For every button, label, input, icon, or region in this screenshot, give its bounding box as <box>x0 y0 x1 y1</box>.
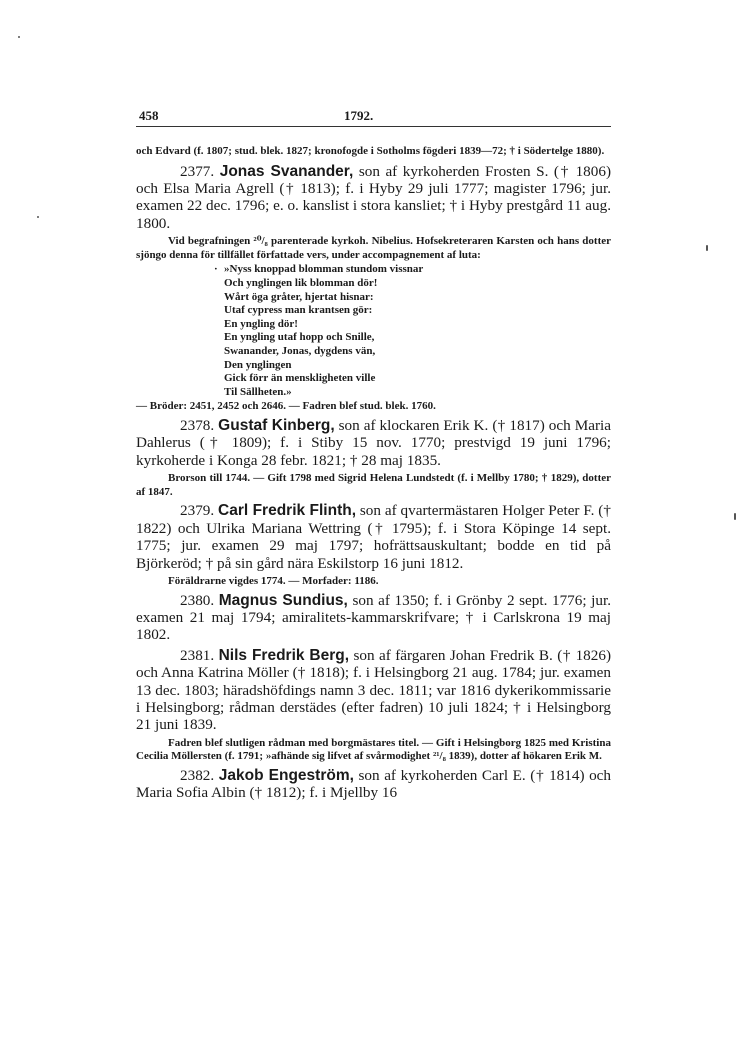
entry-name: Jakob Engeström, <box>218 767 354 784</box>
entry-bio: son af klockaren Erik K. († 1817) och Maria Dahlerus († 1809); f. i Stiby 15 nov. 1770; prestvigd 19 juni 1796; kyrkoherde i Konga 28 febr. 1821; † 28 maj 1835. <box>136 416 611 469</box>
entry-name: Jonas Svanander, <box>219 162 354 180</box>
entry-note: Fadren blef slutligen rådman med borgmästares titel. — Gift i Helsingborg 1825 med Kristina Cecilia Möllersten (f. 1791; »afhände sig lifvet af svårmodighet ²¹/₈ 1839), dotter af hökaren Erik M. <box>136 736 611 763</box>
entry-2382 <box>136 767 611 802</box>
entry-number: 2378. <box>180 416 215 434</box>
poem-line: Den ynglingen <box>224 358 292 371</box>
entry-number: 2380. <box>180 591 215 609</box>
entry-2379 <box>136 502 611 572</box>
entry-bio: son af qvartermästaren Holger Peter F. († 1822) och Ulrika Mariana Wettring († 1795); f. i Stora Köpinge 14 sept. 1775; jur. examen 29 maj 1797; hofrättsauskultant; bodde en tid på Björkeröd; † på sin gård nära Eskilstorp 16 juni 1812. <box>136 502 611 572</box>
scan-speck <box>706 245 708 251</box>
entry-number: 2379. <box>180 502 215 520</box>
entry-number: 2382. <box>180 767 215 784</box>
running-header <box>136 108 611 127</box>
poem-line: Wårt öga gråter, hjertat hisnar: <box>224 290 374 303</box>
intro-continuation: och Edvard (f. 1807; stud. blek. 1827; kronofogde i Sotholms fögderi 1839—72; † i Södertelge 1880). <box>136 145 605 157</box>
scan-speck <box>18 36 20 38</box>
funeral-poem <box>214 263 611 399</box>
book-page <box>136 108 611 802</box>
entry-note: — Bröder: 2451, 2452 och 2646. — Fadren blef stud. blek. 1760. <box>136 400 436 413</box>
entry-2378 <box>136 417 611 469</box>
poem-marker: · <box>214 263 218 276</box>
entry-name: Magnus Sundius, <box>218 591 348 609</box>
page-number: 458 <box>139 108 159 123</box>
poem-line: Och ynglingen lik blomman dör! <box>224 277 378 289</box>
poem-line: Swanander, Jonas, dygdens vän, <box>224 344 376 357</box>
entry-2377 <box>136 163 611 233</box>
entry-number: 2377. <box>180 162 215 180</box>
entry-2380 <box>136 592 611 644</box>
entry-number: 2381. <box>180 646 215 664</box>
entry-name: Nils Fredrik Berg, <box>218 646 350 664</box>
entry-2381 <box>136 647 611 734</box>
entry-bio: son af kyrkoherden Frosten S. († 1806) och Elsa Maria Agrell († 1813); f. i Hyby 29 juli 1777; magister 1796; jur. examen 22 dec. 1796; e. o. kanslist i stora kansliet; † i Hyby prestgård 11 aug. 1800. <box>136 162 612 232</box>
entry-note: Vid begrafningen ²⁰/₈ parenterade kyrkoh. Nibelius. Hofsekreteraren Karsten och hans dotter sjöngo denna för tillfället författade vers, under accompagnement af luta: <box>136 235 611 261</box>
entry-name: Carl Fredrik Flinth, <box>218 502 357 520</box>
poem-line: En yngling dör! <box>224 317 298 330</box>
entry-note: Föräldrarne vigdes 1774. — Morfader: 1186. <box>168 574 379 587</box>
entry-bio: son af kyrkoherden Carl E. († 1814) och Maria Sofia Albin († 1812); f. i Mjellby 16 <box>136 767 612 802</box>
scan-speck <box>37 216 39 218</box>
entry-name: Gustaf Kinberg, <box>218 416 335 434</box>
poem-line: »Nyss knoppad blomman stundom vissnar <box>224 263 424 276</box>
entry-note: Brorson till 1744. — Gift 1798 med Sigrid Helena Lundstedt (f. i Mellby 1780; † 1829), dotter af 1847. <box>136 472 611 498</box>
poem-line: Utaf cypress man krantsen gör: <box>224 304 373 317</box>
poem-line: En yngling utaf hopp och Snille, <box>224 331 375 344</box>
entry-bio: son af 1350; f. i Grönby 2 sept. 1776; jur. examen 21 maj 1794; amiralitets-kammarskrifvare; † i Carlskrona 19 maj 1802. <box>136 591 612 644</box>
entry-bio: son af färgaren Johan Fredrik B. († 1826) och Anna Katrina Möller († 1818); f. i Helsingborg 21 aug. 1784; jur. examen 13 dec. 1803; häradshöfdings namn 3 dec. 1811; var 1816 dykerikommissarie i Helsingborg; rådman derstädes (efter fadren) 10 juli 1824; † i Helsingborg 21 juni 1839. <box>136 646 611 734</box>
poem-line: Til Sällheten.» <box>224 385 292 398</box>
running-year: 1792. <box>344 108 374 123</box>
poem-line: Gick förr än menskligheten ville <box>224 372 376 385</box>
